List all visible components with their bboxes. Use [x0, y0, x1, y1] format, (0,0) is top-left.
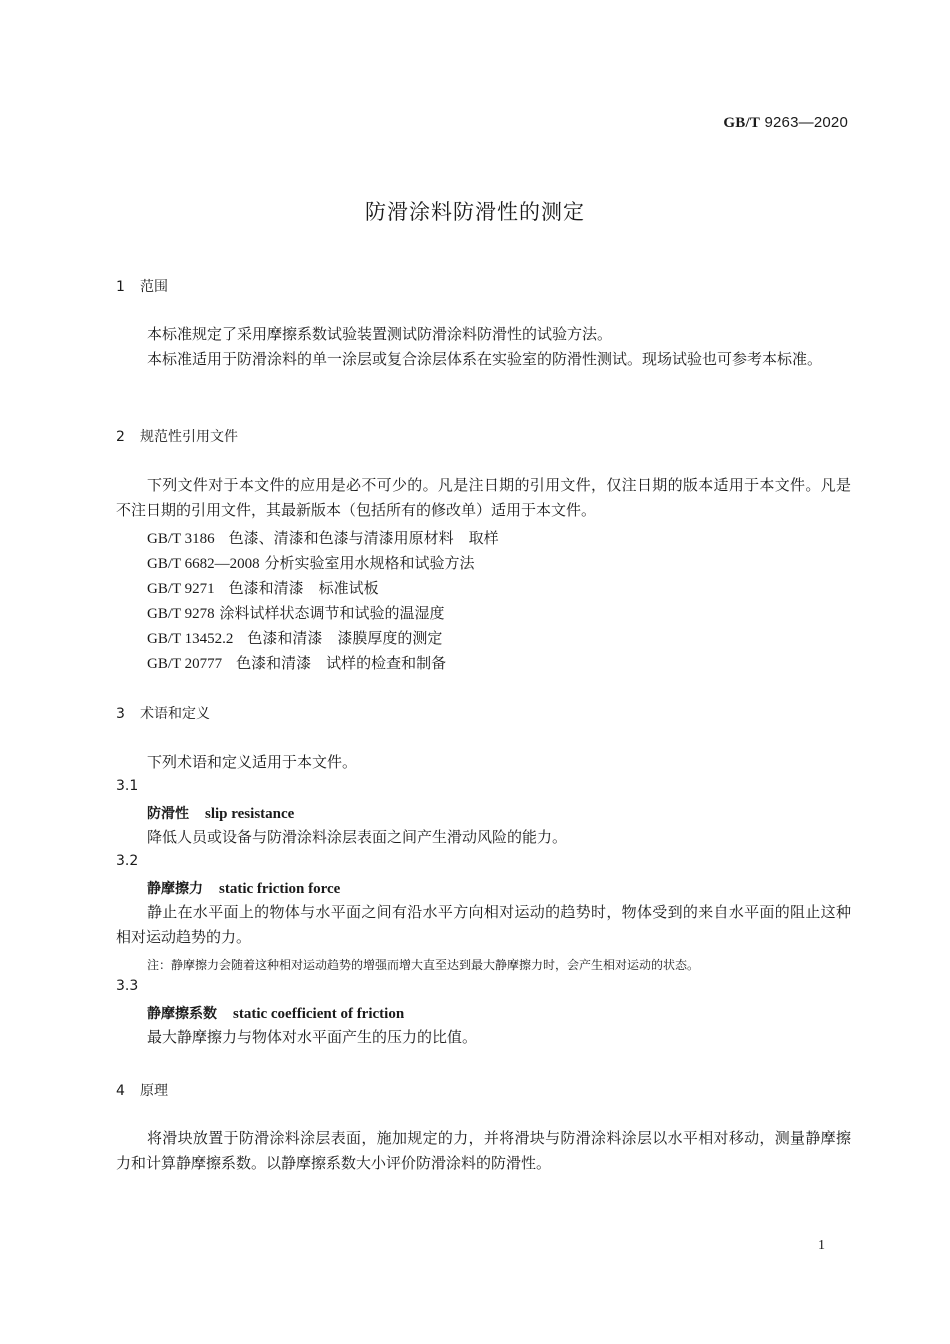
reference-code: GB/T 9278	[147, 606, 215, 622]
term-zh: 静摩擦力	[147, 881, 203, 897]
section-title: 术语和定义	[140, 706, 210, 722]
reference-item	[147, 527, 499, 548]
section-1-heading	[116, 276, 168, 296]
term-number: 3.3	[116, 978, 139, 994]
section-2-intro: 下列文件对于本文件的应用是必不可少的。凡是注日期的引用文件，仅注日期的版本适用于本文件。凡是不注日期的引用文件，其最新版本（包括所有的修改单）适用于本文件。	[116, 476, 851, 519]
term-heading	[147, 878, 340, 898]
section-title: 原理	[140, 1083, 168, 1099]
section-number: 3	[116, 706, 125, 722]
reference-title: 色漆、清漆和色漆与清漆用原材料 取样	[228, 529, 499, 547]
section-4-heading	[116, 1080, 168, 1100]
reference-title: 色漆和清漆 试样的检查和制备	[236, 654, 447, 672]
reference-title: 色漆和清漆 漆膜厚度的测定	[247, 629, 443, 647]
section-number: 2	[116, 429, 125, 445]
reference-item	[147, 602, 444, 623]
term-en: static coefficient of friction	[233, 1006, 405, 1022]
term-definition: 降低人员或设备与防滑涂料涂层表面之间产生滑动风险的能力。	[147, 828, 568, 846]
section-3-heading	[116, 703, 210, 723]
section-number: 4	[116, 1083, 125, 1099]
reference-title: 分析实验室用水规格和试验方法	[264, 554, 475, 572]
section-2-heading	[116, 426, 238, 446]
term-en: static friction force	[219, 881, 341, 897]
reference-code: GB/T 6682—2008	[147, 556, 260, 572]
section-title: 规范性引用文件	[140, 429, 238, 445]
term-definition: 最大静摩擦力与物体对水平面产生的压力的比值。	[147, 1028, 478, 1046]
standard-number	[723, 114, 848, 132]
section-1-paragraph-1: 本标准规定了采用摩擦系数试验装置测试防滑涂料防滑性的试验方法。	[147, 325, 613, 343]
reference-item	[147, 652, 446, 673]
term-zh: 静摩擦系数	[147, 1006, 217, 1022]
term-heading	[147, 803, 294, 823]
term-number: 3.1	[116, 778, 139, 794]
term-heading	[147, 1003, 404, 1023]
term-number: 3.2	[116, 853, 139, 869]
reference-code: GB/T 13452.2	[147, 631, 234, 647]
document-title: 防滑涂料防滑性的测定	[365, 200, 585, 224]
reference-code: GB/T 9271	[147, 581, 215, 597]
reference-item	[147, 627, 442, 648]
reference-title: 色漆和清漆 标准试板	[228, 579, 379, 597]
reference-title: 涂料试样状态调节和试验的温湿度	[219, 604, 445, 622]
page-number: 1	[818, 1238, 825, 1253]
standard-prefix: GB/T	[723, 115, 761, 131]
reference-code: GB/T 20777	[147, 656, 223, 672]
section-3-intro: 下列术语和定义适用于本文件。	[147, 753, 358, 771]
reference-code: GB/T 3186	[147, 531, 215, 547]
reference-item	[147, 577, 379, 598]
term-zh: 防滑性	[147, 806, 189, 822]
term-en: slip resistance	[205, 806, 295, 822]
section-4-paragraph-1: 将滑块放置于防滑涂料涂层表面，施加规定的力，并将滑块与防滑涂料涂层以水平相对移动，测量静摩擦力和计算静摩擦系数。以静摩擦系数大小评价防滑涂料的防滑性。	[116, 1129, 851, 1172]
section-1-paragraph-2: 本标准适用于防滑涂料的单一涂层或复合涂层体系在实验室的防滑性测试。现场试验也可参考本标准。	[147, 350, 823, 368]
section-title: 范围	[140, 279, 168, 295]
reference-item	[147, 552, 474, 573]
term-definition: 静止在水平面上的物体与水平面之间有沿水平方向相对运动的趋势时，物体受到的来自水平面的阻止这种相对运动趋势的力。	[116, 903, 851, 946]
term-note: 注：静摩擦力会随着这种相对运动趋势的增强而增大直至达到最大静摩擦力时，会产生相对运动的状态。	[147, 958, 700, 972]
standard-code: 9263—2020	[764, 114, 848, 131]
section-number: 1	[116, 279, 125, 295]
